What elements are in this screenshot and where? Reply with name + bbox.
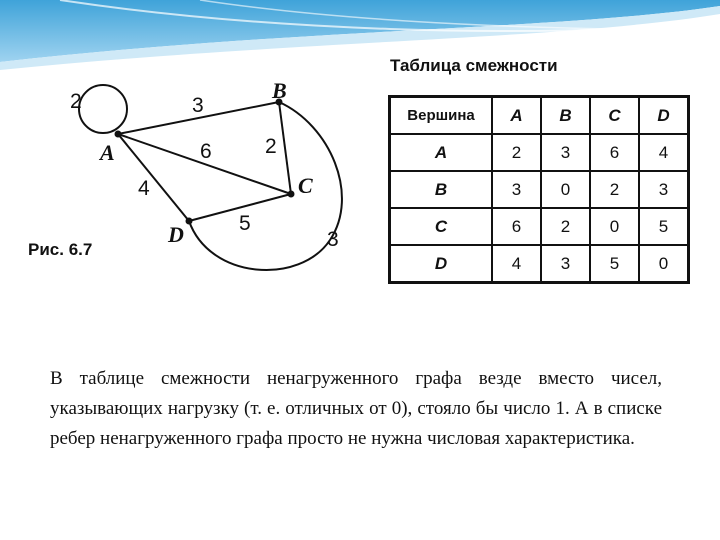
vertex-d-dot <box>186 218 193 225</box>
column-header: A <box>492 97 541 135</box>
weight-b-c: 2 <box>265 135 277 158</box>
table-cell: 3 <box>492 171 541 208</box>
vertex-b-label: B <box>272 78 287 103</box>
edge-b-c <box>279 102 291 194</box>
vertex-a-label: A <box>100 140 115 165</box>
top-banner <box>0 0 720 70</box>
column-header: D <box>639 97 689 135</box>
weight-loop-a: 2 <box>70 90 82 113</box>
weight-d-b-arc: 3 <box>327 228 339 251</box>
table-row <box>390 245 689 283</box>
table-cell: 4 <box>492 245 541 283</box>
table-row <box>390 134 689 171</box>
vertex-d-label: D <box>168 222 184 247</box>
table-cell: 3 <box>639 171 689 208</box>
adjacency-table <box>388 95 690 284</box>
vertex-a-dot <box>115 131 122 138</box>
weight-a-b: 3 <box>192 94 204 117</box>
table-cell: 3 <box>541 134 590 171</box>
table-cell: 5 <box>639 208 689 245</box>
table-cell: 2 <box>492 134 541 171</box>
table-row <box>390 171 689 208</box>
figure-number: 6.7 <box>68 240 93 259</box>
table-cell: 6 <box>590 134 639 171</box>
figure-label-text: Рис. <box>28 240 64 259</box>
explanation-text: В таблице смежности ненагруженного графа везде вместо чисел, указывающих нагрузку (т. е. отличных от 0), стояло бы число 1. А в списке ребер ненагруженного графа просто не нужна числовая характеристика. <box>50 368 662 449</box>
table-cell: 2 <box>541 208 590 245</box>
weight-d-c: 5 <box>239 212 251 235</box>
corner-header: Вершина <box>390 97 493 135</box>
table-cell: 0 <box>590 208 639 245</box>
row-header: D <box>390 245 493 283</box>
table-cell: 4 <box>639 134 689 171</box>
table-cell: 3 <box>541 245 590 283</box>
row-header: C <box>390 208 493 245</box>
row-header: A <box>390 134 493 171</box>
table-cell: 5 <box>590 245 639 283</box>
table-cell: 2 <box>590 171 639 208</box>
table-cell: 6 <box>492 208 541 245</box>
figure-caption-label <box>28 240 92 260</box>
vertex-c-dot <box>288 191 295 198</box>
column-header: C <box>590 97 639 135</box>
row-header: B <box>390 171 493 208</box>
table-row <box>390 208 689 245</box>
weight-a-d: 4 <box>138 177 150 200</box>
column-header: B <box>541 97 590 135</box>
table-title: Таблица смежности <box>390 56 558 75</box>
table-cell: 0 <box>639 245 689 283</box>
weight-a-c: 6 <box>200 140 212 163</box>
table-cell: 0 <box>541 171 590 208</box>
table-header-row <box>390 97 689 135</box>
vertex-c-label: C <box>298 173 313 198</box>
loop-edge-a <box>79 85 127 133</box>
